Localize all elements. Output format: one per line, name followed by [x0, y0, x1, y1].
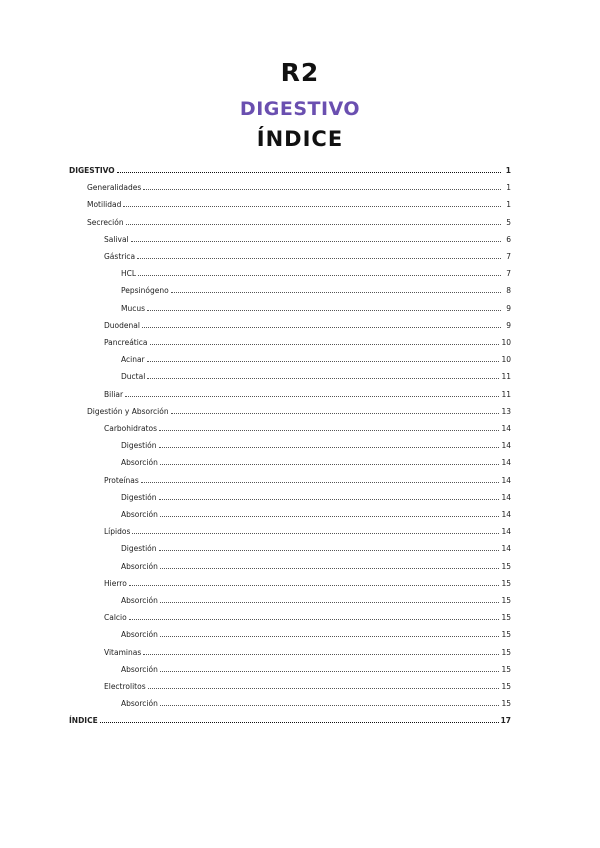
toc-dot-leader [147, 352, 500, 362]
toc-entry-page: 11 [501, 372, 511, 382]
toc-entry-page: 15 [501, 630, 511, 640]
toc-entry[interactable] [69, 623, 511, 639]
toc-entry[interactable] [69, 469, 511, 485]
toc-dot-leader [147, 301, 501, 311]
toc-entry[interactable] [69, 692, 511, 708]
toc-entry-page: 15 [501, 613, 511, 623]
toc-dot-leader [159, 490, 500, 500]
toc-entry-label: Generalidades [87, 183, 142, 193]
toc-entry[interactable] [69, 383, 511, 399]
toc-entry-label: Secreción [87, 217, 124, 227]
toc-entry-page: 15 [501, 682, 511, 691]
toc-dot-leader [143, 180, 501, 190]
toc-entry[interactable] [69, 193, 511, 209]
toc-dot-leader [159, 438, 500, 448]
toc-entry[interactable] [69, 537, 511, 553]
toc-entry-label: Absorción [121, 664, 158, 674]
toc-entry-page: 15 [501, 596, 511, 605]
toc-entry-label: Absorción [121, 596, 158, 605]
toc-dot-leader [138, 266, 501, 276]
toc-entry[interactable] [69, 658, 511, 674]
toc-entry-page: 15 [501, 647, 511, 657]
toc-entry[interactable] [69, 572, 511, 588]
toc-entry[interactable] [69, 279, 511, 295]
toc-dot-leader [171, 283, 501, 293]
toc-entry-label: Carbohidratos [104, 424, 157, 433]
toc-dot-leader [160, 507, 500, 517]
toc-dot-leader [117, 163, 501, 173]
toc-entry[interactable] [69, 314, 511, 330]
toc-entry-page: 1 [506, 183, 511, 193]
toc-entry-label: Digestión y Absorción [87, 406, 169, 416]
toc-entry-label: Absorción [121, 561, 158, 571]
toc-entry[interactable] [69, 228, 511, 244]
toc-entry[interactable] [69, 434, 511, 450]
toc-entry-label: Pancreática [104, 338, 148, 347]
toc-entry-label: Lípidos [104, 527, 131, 537]
toc-entry-page: 14 [501, 492, 511, 502]
toc-dot-leader [159, 541, 500, 551]
index-title: ÍNDICE [256, 127, 344, 151]
toc-dot-leader [123, 197, 501, 207]
toc-entry-label: Absorción [121, 630, 158, 640]
toc-dot-leader [129, 576, 500, 586]
toc-entry-label: Gástrica [104, 252, 136, 261]
toc-entry[interactable] [69, 400, 511, 416]
document-subject: DIGESTIVO [239, 98, 361, 120]
toc-dot-leader [159, 421, 499, 431]
toc-entry-page: 14 [501, 510, 511, 519]
toc-dot-leader [148, 679, 500, 689]
toc-dot-leader [100, 713, 499, 723]
toc-dot-leader [147, 369, 499, 379]
toc-entry-page: 15 [501, 664, 511, 674]
toc-dot-leader [142, 318, 501, 328]
toc-entry-label: Acinar [121, 355, 145, 365]
toc-entry-page: 6 [506, 234, 511, 244]
toc-entry[interactable] [69, 606, 511, 622]
toc-entry-page: 15 [501, 699, 511, 709]
toc-dot-leader [160, 593, 500, 603]
toc-entry-label: Biliar [104, 389, 124, 399]
toc-entry-label: Absorción [121, 458, 158, 468]
toc-entry-page: 15 [501, 578, 511, 588]
toc-entry[interactable] [69, 365, 511, 381]
toc-dot-leader [141, 473, 500, 483]
toc-entry[interactable] [69, 348, 511, 364]
toc-dot-leader [160, 696, 500, 706]
toc-entry-label: Absorción [121, 699, 158, 709]
toc-dot-leader [160, 662, 500, 672]
toc-entry-page: 14 [501, 475, 511, 485]
toc-entry-page: 14 [501, 458, 511, 468]
toc-entry[interactable] [69, 417, 511, 433]
toc-entry-label: DIGESTIVO [69, 166, 115, 175]
toc-entry-page: 7 [506, 269, 511, 279]
toc-entry-page: 11 [501, 389, 511, 399]
toc-entry-page: 5 [506, 217, 511, 227]
toc-entry-page: 15 [501, 561, 511, 571]
toc-entry-label: HCL [121, 269, 137, 279]
toc-entry-page: 8 [506, 286, 511, 296]
toc-entry[interactable] [69, 451, 511, 467]
toc-entry[interactable] [69, 675, 511, 691]
toc-entry[interactable] [69, 589, 511, 605]
toc-entry-label: Ductal [121, 372, 146, 382]
toc-dot-leader [131, 232, 501, 242]
toc-entry-label: Salival [104, 234, 129, 244]
toc-dot-leader [160, 559, 500, 569]
toc-entry[interactable] [69, 297, 511, 313]
toc-dot-leader [160, 627, 500, 637]
toc-dot-leader [126, 215, 501, 225]
toc-entry-label: Digestión [121, 544, 157, 554]
toc-entry-page: 9 [506, 303, 511, 313]
toc-entry[interactable] [69, 159, 511, 175]
toc-entry-page: 14 [501, 544, 511, 554]
toc-entry-label: ÍNDICE [69, 716, 98, 726]
toc-entry[interactable] [69, 331, 511, 347]
toc-entry-page: 9 [506, 320, 511, 330]
toc-entry[interactable] [69, 503, 511, 519]
toc-dot-leader [132, 524, 499, 534]
toc-entry-page: 1 [505, 166, 511, 175]
toc-entry-label: Electrolitos [104, 682, 146, 691]
toc-entry[interactable] [69, 176, 511, 192]
toc-entry-label: Duodenal [104, 320, 140, 330]
toc-entry-page: 13 [501, 406, 511, 416]
toc-entry-label: Mucus [121, 303, 146, 313]
toc-entry-label: Pepsinógeno [121, 286, 169, 296]
toc-entry-page: 1 [506, 200, 511, 210]
toc-entry-page: 10 [501, 355, 511, 365]
toc-entry[interactable] [69, 486, 511, 502]
toc-entry-page: 17 [500, 716, 511, 726]
toc-dot-leader [129, 610, 500, 620]
toc-entry-page: 10 [501, 338, 511, 347]
toc-dot-leader [171, 404, 500, 414]
toc-entry-page: 14 [501, 424, 511, 433]
toc-entry[interactable] [69, 262, 511, 278]
toc-dot-leader [143, 645, 499, 655]
toc-entry-label: Vitaminas [104, 647, 142, 657]
toc-entry[interactable] [69, 641, 511, 657]
toc-dot-leader [125, 387, 499, 397]
toc-dot-leader [150, 335, 500, 345]
toc-dot-leader [160, 455, 500, 465]
toc-entry-label: Calcio [104, 613, 127, 623]
toc-entry-page: 7 [506, 252, 511, 261]
toc-dot-leader [137, 249, 501, 259]
toc-entry[interactable] [69, 520, 511, 536]
toc-entry-page: 14 [501, 441, 511, 451]
toc-entry-label: Hierro [104, 578, 127, 588]
toc-entry-label: Digestión [121, 492, 157, 502]
toc-entry-label: Proteínas [104, 475, 139, 485]
toc-entry-page: 14 [501, 527, 511, 537]
toc-entry-label: Digestión [121, 441, 157, 451]
document-code: R2 [280, 58, 320, 87]
toc-entry[interactable] [69, 709, 511, 725]
toc-entry[interactable] [69, 211, 511, 227]
toc-entry[interactable] [69, 555, 511, 571]
toc-entry[interactable] [69, 245, 511, 261]
toc-entry-label: Motilidad [87, 200, 122, 210]
toc-entry-label: Absorción [121, 510, 158, 519]
